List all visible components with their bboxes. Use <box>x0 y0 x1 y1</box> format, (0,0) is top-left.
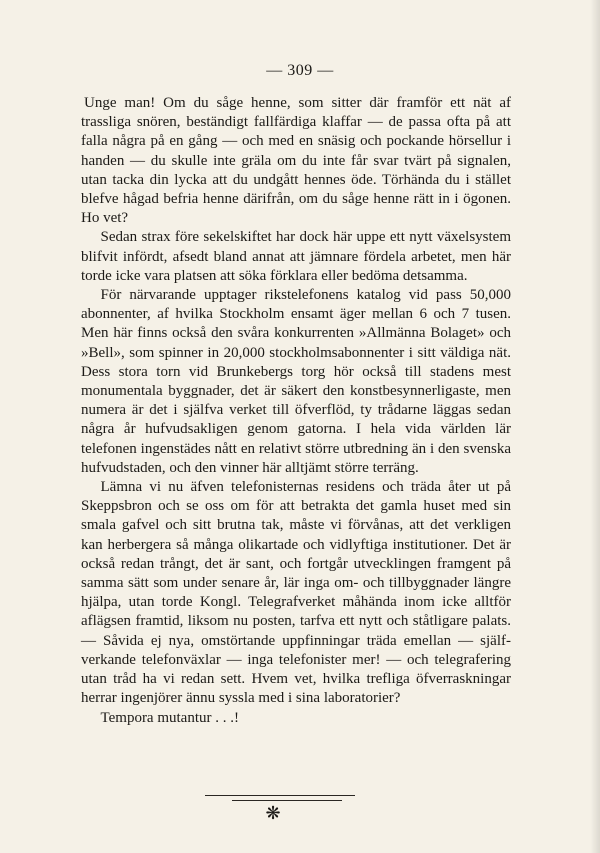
paragraph: Unge man! Om du såge henne, som sitter där framför ett nät af trassliga snören, beständigt fallfärdiga klaffar — de passa ofta på att falla några på en gång — och med en snäsig och pockande hörsellur i handen — du skulle inte gräla om du inte får svar tvärt på signalen, utan tacka din lycka att du undgått hennes öde. Törhända du i stället blefve hågad befria henne därifrån, om du såge henne rätt in i ögonen. Ho vet? <box>81 95 511 227</box>
end-rule-bottom <box>232 800 342 801</box>
page-edge-shadow <box>590 0 600 853</box>
fleuron-ornament-icon: ❋ <box>265 803 281 823</box>
body-text <box>81 94 511 728</box>
page-number: — 309 — <box>266 62 334 79</box>
paragraph: Sedan strax före sekelskiftet har dock här uppe ett nytt växelsystem blifvit infördt, afsedt bland annat att jämnare fördela arbetet, men här torde icke vara platsen att söka förklara eller bedöma detsamma. <box>81 229 511 284</box>
end-rule-top <box>205 795 355 796</box>
paragraph: Lämna vi nu äfven telefonisternas residens och träda åter ut på Skeppsbron och se oss om för att betrakta det gamla huset med sin smala gafvel och sitt brutna tak, måste vi förvånas, att det verkligen kan herbergera så många olikartade och vidlyftiga institutioner. Det är också redan trångt, det är sant, och fortgår utvecklingen framgent på samma sätt som under senare år, lär inga om- och tillbyggnader längre hjälpa, utan torde Kongl. Telegrafverket måhända inom icke alltför aflägsen framtid, liksom nu posten, tarfva ett nytt och ståtligare palats. — Såvida ej nya, omstörtande uppfinningar träda emellan — själfverkande telefonväxlar — inga telefonister mer! — och telegrafering utan tråd ha vi redan sett. Hvem vet, hvilka trefliga öfverraskningar herrar ingenjörer ännu syssla med i sina laboratorier? <box>81 479 511 707</box>
paragraph: Tempora mutantur . . .! <box>100 709 239 726</box>
paragraph: För närvarande upptager rikstelefonens katalog vid pass 50,000 abonnenter, af hvilka Stockholm ensamt äger mellan 6 och 7 tusen. Men här finns också den svåra konkurrenten »Allmänna Bolaget» och »Bell», som spinner in 20,000 stockholmsabonnenter i sitt väldiga nät. Dess stora torn vid Brunkebergs torg hör också till stadens mest monumentala byggnader, det är säkert den konstbesynnerligaste, men numera är det i själfva verket till öfverflöd, ty trådarne läggas sedan några år hufvudsakligen genom gatorna. I hela vida världen lär telefonen ingenstädes nått en relativt större utbredning än i den svenska hufvudstaden, och den vinner här alltjämt större terräng. <box>81 287 511 476</box>
